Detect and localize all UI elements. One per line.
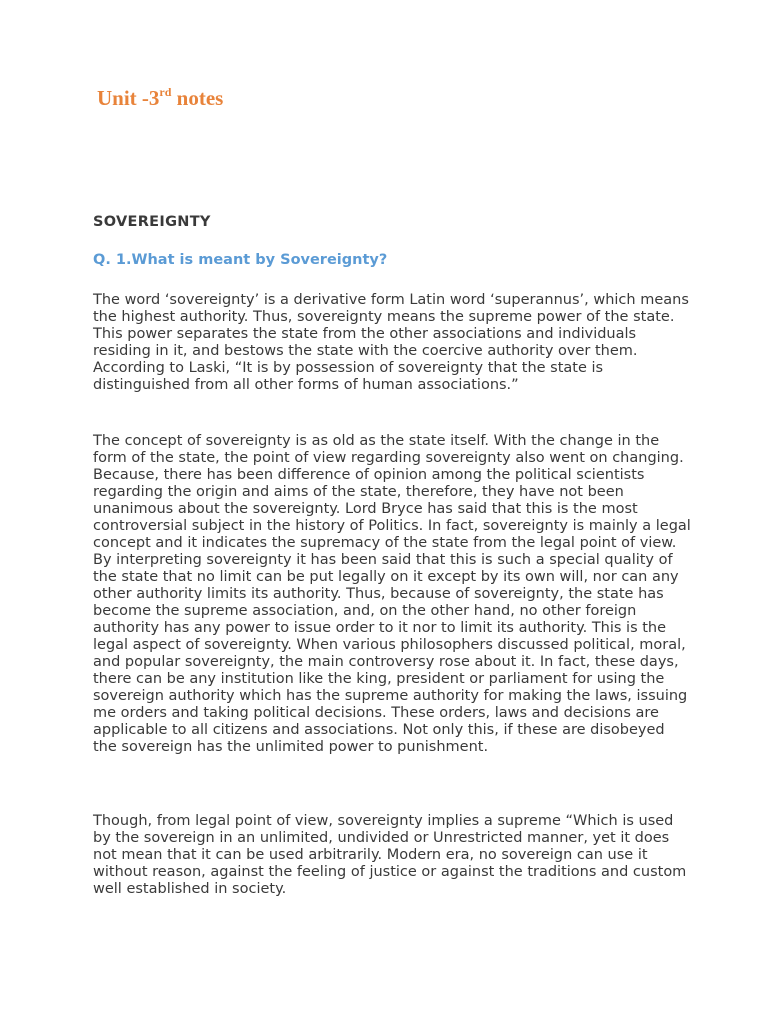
title-suffix: notes: [171, 86, 224, 110]
paragraph-1: The word ‘sovereignty’ is a derivative form Latin word ‘superannus’, which means the highest authority. Thus, sovereignty means the supreme power of the state. This power separates the state from the other associations and individuals residing in it, and bestows the state with the coercive authority over them. According to Laski, “It is by possession of sovereignty that the state is distinguished from all other forms of human associations.”: [93, 292, 689, 393]
paragraph-2: The concept of sovereignty is as old as the state itself. With the change in the form of the state, the point of view regarding sovereignty also went on changing. Because, there has been difference of opinion among the political scientists regarding the origin and aims of the state, therefore, they have not been unanimous about the sovereignty. Lord Bryce has said that this is the most controversial subject in the history of Politics. In fact, sovereignty is mainly a legal concept and it indicates the supremacy of the state from the legal point of view. By interpreting sovereignty it has been said that this is such a special quality of the state that no limit can be put legally on it except by its own will, nor can any other authority limits its authority. Thus, because of sovereignty, the state has become the supreme association, and, on the other hand, no other foreign authority has any power to issue order to it nor to limit its authority. This is the legal aspect of sovereignty. When various philosophers discussed political, moral, and popular sovereignty, the main controversy rose about it. In fact, these days, there can be any institution like the king, president or parliament for using the sovereign authority which has the supreme authority for making the laws, issuing me orders and taking political decisions. These orders, laws and decisions are applicable to all citizens and associations. Not only this, if these are disobeyed the sovereign has the unlimited power to punishment.: [93, 433, 691, 755]
question-heading: Q. 1.What is meant by Sovereignty?: [93, 252, 388, 268]
paragraph-3: Though, from legal point of view, sovereignty implies a supreme “Which is used by the sovereign in an unlimited, undivided or Unrestricted manner, yet it does not mean that it can be used arbitrarily. Modern era, no sovereign can use it without reason, against the feeling of justice or against the traditions and custom well established in society.: [93, 813, 687, 897]
section-heading: SOVEREIGNTY: [93, 214, 211, 230]
title-prefix: Unit -3: [97, 86, 160, 110]
title-superscript: rd: [159, 85, 172, 99]
document-title: [97, 86, 223, 111]
